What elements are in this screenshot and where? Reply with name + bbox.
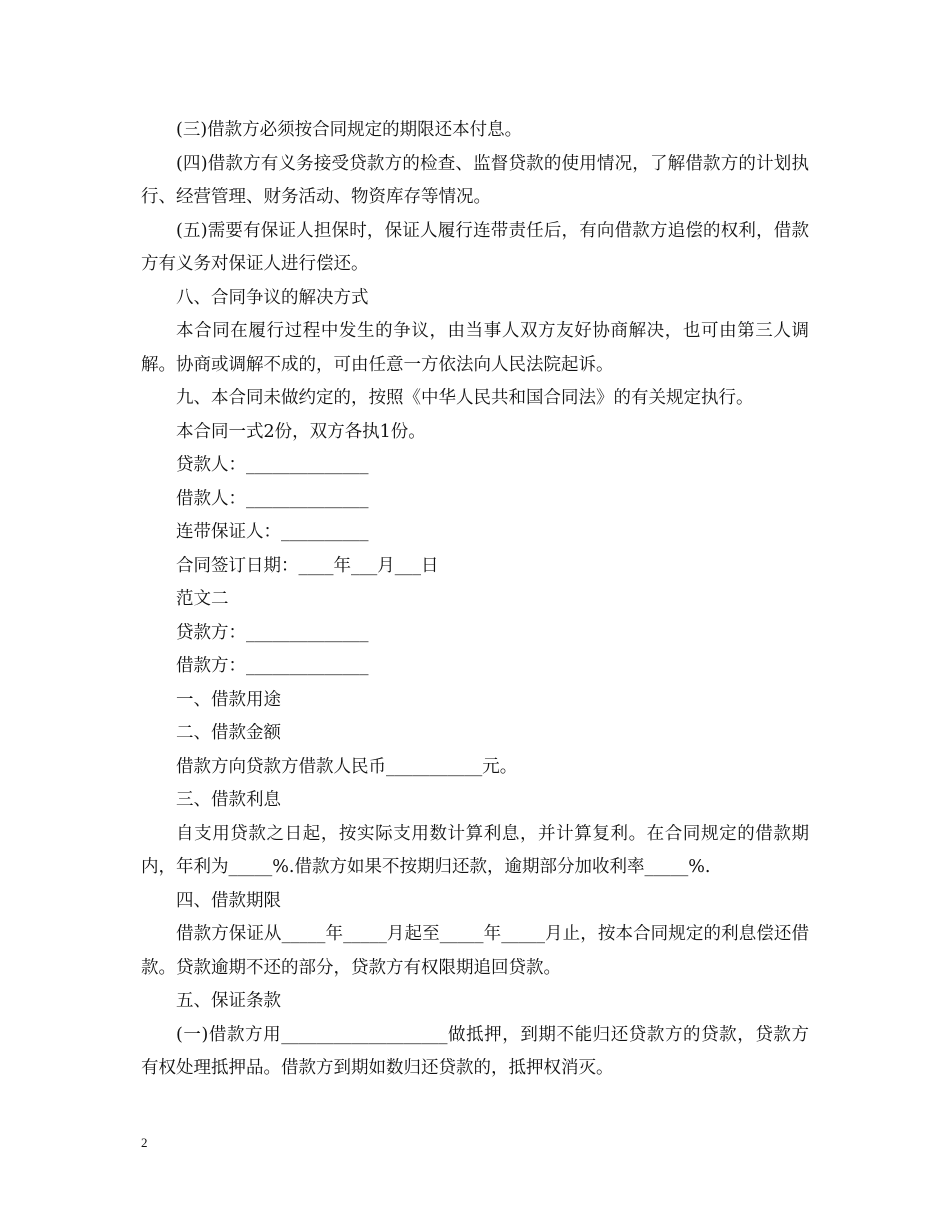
signing-date-line: 合同签订日期：____年___月___日 (176, 555, 439, 576)
signature-line-borrower: 借款人：______________ (176, 488, 369, 509)
paragraph: (一)借款方用___________________做抵押，到期不能归还贷款方的贷款，贷款方有权处理抵押品。借款方到期如数归还贷款的，抵押权消灭。 (141, 1024, 809, 1078)
paragraph: 九、本合同未做约定的，按照《中华人民共和国合同法》的有关规定执行。 (176, 388, 754, 408)
paragraph: 借款方保证从_____年_____月起至_____年_____月止，按本合同规定的利息偿还借款。贷款逾期不还的部分，贷款方有权限期追回贷款。 (141, 924, 809, 978)
section-heading: 四、借款期限 (176, 890, 281, 911)
document-body (141, 114, 809, 1086)
section-heading: 五、保证条款 (176, 991, 281, 1011)
section-heading: 一、借款用途 (176, 689, 281, 710)
page-number: 2 (141, 1135, 148, 1150)
paragraph: 本合同在履行过程中发生的争议，由当事人双方友好协商解决，也可由第三人调解。协商或调解不成的，可由任意一方依法向人民法院起诉。 (141, 321, 809, 375)
paragraph: 自支用贷款之日起，按实际支用数计算利息，并计算复利。在合同规定的借款期内，年利为_____%.借款方如果不按期归还款，逾期部分加收利率_____%. (141, 823, 809, 877)
section-heading: 三、借款利息 (176, 790, 281, 810)
signature-line-lender: 贷款人：______________ (176, 455, 369, 475)
section-heading: 八、合同争议的解决方式 (176, 287, 369, 308)
section-heading: 二、借款金额 (176, 723, 281, 743)
signature-line-guarantor: 连带保证人：__________ (176, 522, 369, 542)
party-line-borrower: 借款方：______________ (176, 656, 369, 676)
sample-title: 范文二 (176, 589, 229, 609)
paragraph: (三)借款方必须按合同规定的期限还本付息。 (176, 120, 523, 140)
paragraph: 本合同一式2份，双方各执1份。 (176, 421, 426, 442)
paragraph: 借款方向贷款方借款人民币___________元。 (176, 756, 518, 777)
paragraph: (五)需要有保证人担保时，保证人履行连带责任后，有向借款方追偿的权利，借款方有义务对保证人进行偿还。 (141, 220, 809, 274)
party-line-lender: 贷款方：______________ (176, 622, 369, 643)
paragraph: (四)借款方有义务接受贷款方的检查、监督贷款的使用情况，了解借款方的计划执行、经营管理、财务活动、物资库存等情况。 (141, 153, 809, 207)
